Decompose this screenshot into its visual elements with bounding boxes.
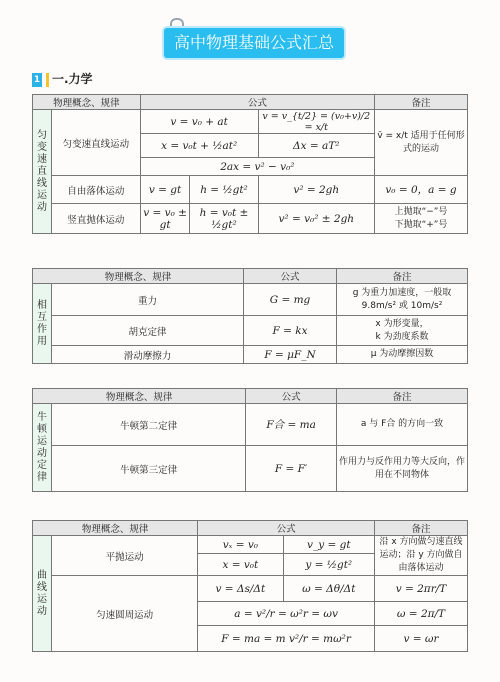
concept-gravity: 重力 <box>52 284 244 316</box>
category-interaction: 相互作用 <box>33 284 52 364</box>
header-note: 备注 <box>337 269 468 284</box>
header-concept: 物理概念、规律 <box>33 389 246 404</box>
page-title: 高中物理基础公式汇总 <box>164 28 344 58</box>
formula-avg-velocity: v = v_{t/2} = (v₀+v)/2 = x/t <box>258 110 374 134</box>
section-label: 一.力学 <box>52 72 93 86</box>
table-newton <box>32 388 468 492</box>
formula-ff-v: v = gt <box>140 176 190 204</box>
note-free-fall: v₀ = 0，a = g <box>375 176 468 204</box>
note-gravity-line2: 9.8m/s² 或 10m/s² <box>361 300 443 311</box>
formula-circ-v: v = Δs/Δt <box>198 576 283 602</box>
header-note: 备注 <box>375 521 468 536</box>
section-heading <box>32 70 93 87</box>
category-uniform-accel: 匀变速直线运动 <box>33 110 52 234</box>
formula-x: x = v₀t <box>198 554 283 576</box>
note-hooke <box>337 316 468 346</box>
formula-ff-h: h = ½gt² <box>190 176 258 204</box>
formula-friction: F = μF_N <box>244 346 337 364</box>
section-accent <box>46 73 49 87</box>
formula-hooke: F = kx <box>244 316 337 346</box>
section-number: 1 <box>33 74 41 85</box>
note-hooke-line2: k 为劲度系数 <box>375 331 429 342</box>
header-concept: 物理概念、规律 <box>33 269 244 284</box>
table-kinematics <box>32 94 468 234</box>
concept-newton-2: 牛顿第二定律 <box>52 404 246 446</box>
note-gravity <box>337 284 468 316</box>
formula-vx: vₓ = v₀ <box>198 536 283 554</box>
note-down: 下抛取“+”号 <box>394 219 448 230</box>
note-circ-omega: ω = 2π/T <box>375 602 468 626</box>
formula-circ-omega: ω = Δθ/Δt <box>283 576 374 602</box>
concept-friction: 滑动摩擦力 <box>52 346 244 364</box>
header-formula: 公式 <box>198 521 375 536</box>
header-formula: 公式 <box>246 389 337 404</box>
header-formula: 公式 <box>140 95 374 110</box>
formula-circ-f: F = ma = m v²/r = mω²r <box>198 626 375 652</box>
note-vertical-throw <box>375 204 468 234</box>
note-circ-vr: v = ωr <box>375 626 468 652</box>
formula-velocity: v = v₀ + at <box>140 110 258 134</box>
formula-newton-2: F合 = ma <box>246 404 337 446</box>
formula-displacement: x = v₀t + ½at² <box>140 134 258 158</box>
formula-gravity: G = mg <box>244 284 337 316</box>
header-note: 备注 <box>337 389 468 404</box>
header-concept: 物理概念、规律 <box>33 521 198 536</box>
concept-projectile: 平抛运动 <box>52 536 198 576</box>
header-note: 备注 <box>375 95 468 110</box>
note-gravity-line1: g 为重力加速度，一般取 <box>352 287 452 298</box>
note-hooke-line1: x 为形变量， <box>375 318 429 329</box>
formula-velocity-squared: 2ax = v² − v₀² <box>140 158 374 176</box>
formula-delta-x: Δx = aT² <box>258 134 374 158</box>
formula-vt-v2: v² = v₀² ± 2gh <box>258 204 374 234</box>
note-up: 上抛取“−”号 <box>394 206 448 217</box>
formula-vt-v: v = v₀ ± gt <box>140 204 190 234</box>
formula-ff-v2: v² = 2gh <box>258 176 374 204</box>
concept-hooke: 胡克定律 <box>52 316 244 346</box>
note-newton-3: 作用力与反作用力等大反向，作用在不同物体 <box>337 446 468 492</box>
concept-vertical-throw: 竖直抛体运动 <box>52 204 141 234</box>
category-newton: 牛顿运动定律 <box>33 404 52 492</box>
concept-newton-3: 牛顿第三定律 <box>52 446 246 492</box>
concept-uniform-accel: 匀变速直线运动 <box>52 110 141 176</box>
note-newton-2: a 与 F合 的方向一致 <box>337 404 468 446</box>
note-projectile: 沿 x 方向做匀速直线运动；沿 y 方向做自由落体运动 <box>375 536 468 576</box>
formula-vy: v_y = gt <box>283 536 374 554</box>
header-concept: 物理概念、规律 <box>33 95 141 110</box>
concept-free-fall: 自由落体运动 <box>52 176 141 204</box>
header-formula: 公式 <box>244 269 337 284</box>
note-circ-v: v = 2πr/T <box>375 576 468 602</box>
formula-y: y = ½gt² <box>283 554 374 576</box>
table-interaction <box>32 268 468 364</box>
table-curve <box>32 520 468 652</box>
formula-vt-h: h = v₀t ± ½gt² <box>190 204 258 234</box>
note-avg-velocity: v̄ = x/t 适用于任何形式的运动 <box>375 110 468 176</box>
note-friction: μ 为动摩擦因数 <box>337 346 468 364</box>
category-curve: 曲线运动 <box>33 536 52 652</box>
concept-circular: 匀速圆周运动 <box>52 576 198 652</box>
formula-circ-a: a = v²/r = ω²r = ωv <box>198 602 375 626</box>
formula-newton-3: F = F′ <box>246 446 337 492</box>
